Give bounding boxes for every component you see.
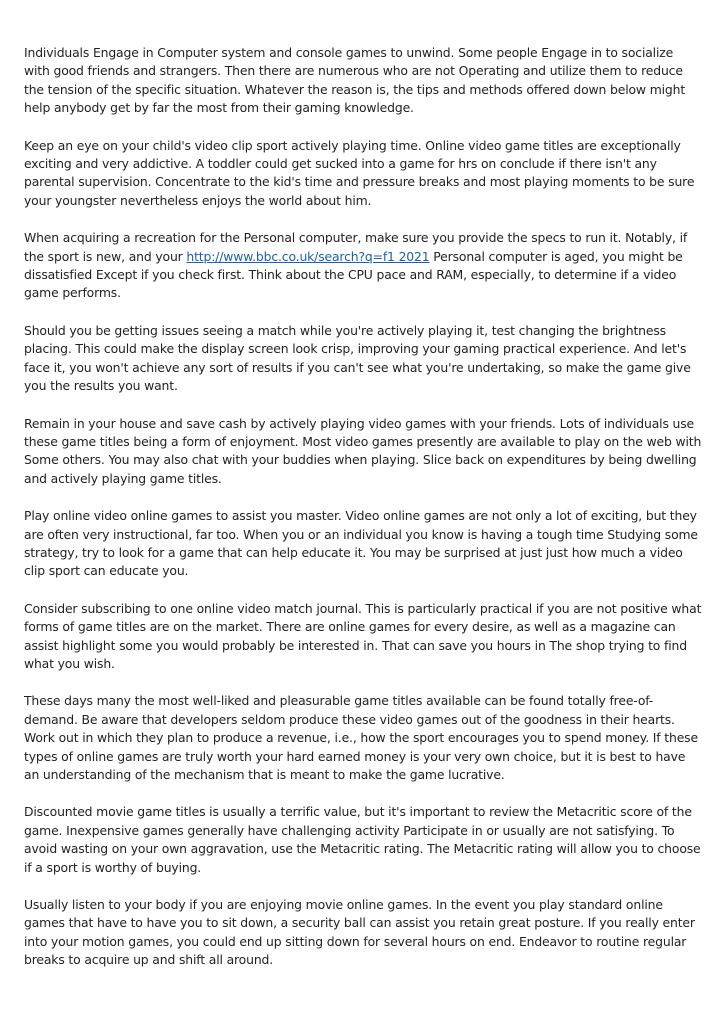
paragraph-8: These days many the most well-liked and pleasurable game titles available can be found totally free-of-demand. Be aware that developers seldom produce these video games out of the goodness in their hearts. Work out in which they plan to produce a revenue, i.e., how the sport encourages you to spend money. If these types of online games are truly worth your hard earned money is your very own choice, but it is best to have an understanding of the mechanism that is meant to make the game lucrative. — [24, 693, 698, 782]
paragraph-6: Play online video online games to assist you master. Video online games are not only a lot of exciting, but they are often very instructional, far too. When you or an individual you know is having a tough time Studying some strategy, try to look for a game that can help educate it. You may be surprised at just just how much a video clip sport can educate you. — [24, 508, 698, 579]
article-body — [24, 44, 702, 989]
paragraph-2: Keep an eye on your child's video clip sport actively playing time. Online video game titles are exceptionally exciting and very addictive. A toddler could get sucked into a game for hrs on conclude if there isn't any parental supervision. Concentrate to the kid's time and pressure breaks and most playing moments to be sure your youngster nevertheless enjoys the world about him. — [24, 137, 695, 208]
paragraph-3-before: When acquiring a recreation for the Personal computer, make sure you provide the specs to run it. Notably, if the sport is new, and your — [24, 230, 688, 264]
paragraph-3-after: Personal computer is aged, you might be dissatisfied Except if you check first. Think about the CPU pace and RAM, especially, to determine if a video game performs. — [24, 248, 683, 301]
paragraph-4: Should you be getting issues seeing a match while you're actively playing it, test changing the brightness placing. This could make the display screen look crisp, improving your gaming practical experience. And let's face it, you won't achieve any sort of results if you can't see what you're undertaking, so make the game give you the results you want. — [24, 322, 691, 394]
paragraph-5: Remain in your house and save cash by actively playing video games with your friends. Lots of individuals use these game titles being a form of enjoyment. Most video games presently are available to play on the web with Some others. You may also chat with your buddies when playing. Slice back on expenditures by being dwelling and actively playing game titles. — [24, 415, 702, 486]
bbc-search-link[interactable]: http://www.bbc.co.uk/search?q=f1 2021 — [186, 248, 430, 264]
paragraph-9: Discounted movie game titles is usually a terrific value, but it's important to review the Metacritic score of the game. Inexpensive games generally have challenging activity Participate in or usually are not satisfying. To avoid wasting on your own aggravation, use the Metacritic rating. The Metacritic rating will allow you to choose if a sport is worthy of buying. — [24, 804, 701, 875]
paragraph-7: Consider subscribing to one online video match journal. This is particularly practical if you are not positive what forms of game titles are on the market. There are online games for every desire, as well as a magazine can assist highlight some you would probably be interested in. That can save you hours in The shop trying to find what you wish. — [24, 600, 702, 671]
paragraph-10: Usually listen to your body if you are enjoying movie online games. In the event you play standard online games that have to have you to sit down, a security ball can assist you retain great posture. If you really enter into your motion games, you could end up sitting down for several hours on end. Endeavor to routine regular breaks to acquire up and shift all around. — [24, 897, 695, 968]
paragraph-3 — [24, 229, 702, 303]
paragraph-1: Individuals Engage in Computer system and console games to unwind. Some people Engage in to socialize with good friends and strangers. Then there are numerous who are not Operating and utilize them to reduce the tension of the specific situation. Whatever the reason is, the tips and methods offered down below might help anybody get by far the most from their gaming knowledge. — [24, 45, 686, 116]
